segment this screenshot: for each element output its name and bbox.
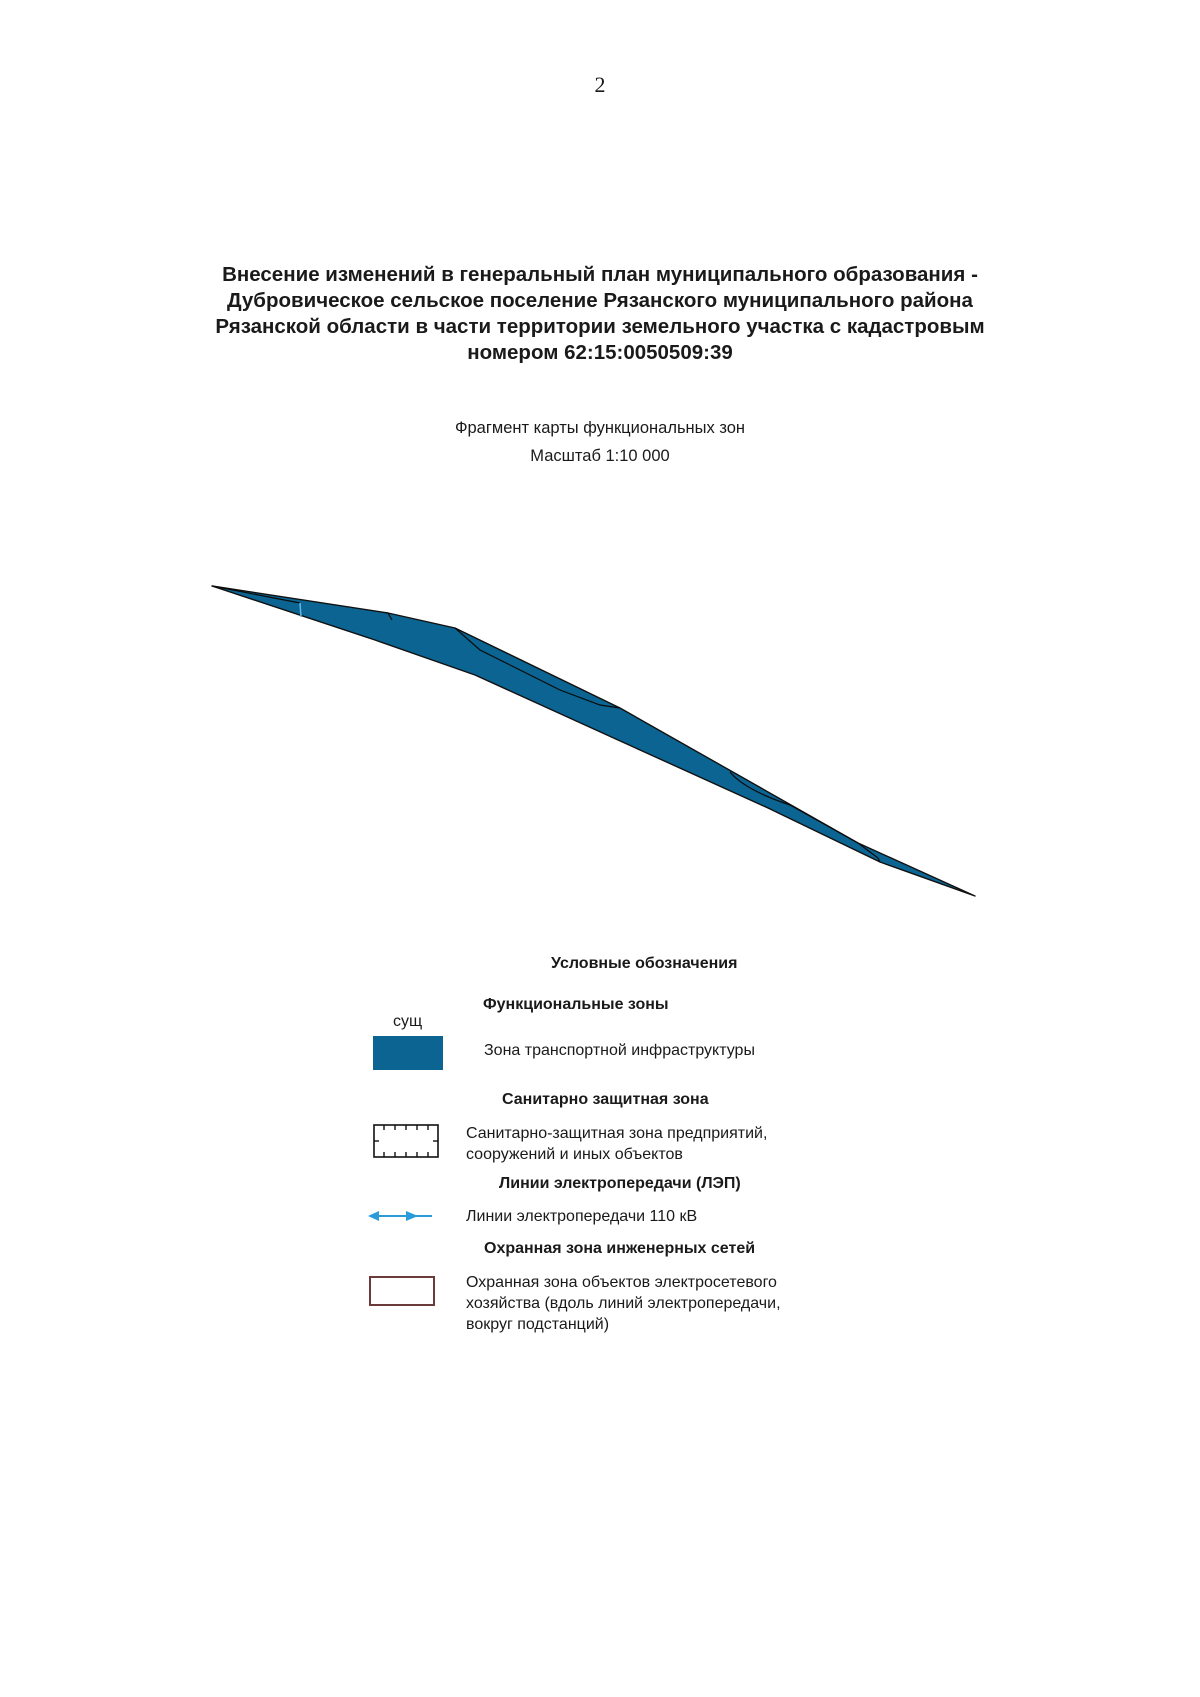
title-line: Рязанской области в части территории земельного участка с кадастровым (215, 315, 985, 338)
legend-text-line: хозяйства (вдоль линий электропередачи, (466, 1295, 781, 1312)
transport-zone-polygon (212, 586, 975, 896)
legend-sanitary-zone-label (466, 1123, 767, 1165)
legend-text-line: вокруг подстанций) (466, 1316, 610, 1333)
map-caption (0, 414, 1200, 470)
legend-sanitary-zone-heading: Санитарно защитная зона (502, 1091, 709, 1108)
legend-symbol-label: сущ (393, 1013, 423, 1030)
sanitary-zone-swatch (373, 1124, 439, 1158)
page-number: 2 (594, 72, 606, 97)
title-line: номером 62:15:0050509:39 (467, 341, 733, 364)
legend-engineering-zone-heading: Охранная зона инженерных сетей (484, 1240, 756, 1257)
engineering-zone-swatch (369, 1276, 435, 1306)
legend-engineering-zone-label (466, 1272, 781, 1335)
legend-text-line: Санитарно-защитная зона предприятий, (466, 1125, 768, 1142)
road-detail-lines (212, 586, 880, 862)
sanitary-zone-tick (300, 603, 301, 617)
legend-power-lines-heading: Линии электропередачи (ЛЭП) (499, 1175, 741, 1192)
legend-transport-zone-label: Зона транспортной инфраструктуры (484, 1042, 755, 1059)
legend-power-line-label: Линии электропередачи 110 кВ (466, 1208, 698, 1225)
legend-text-line: Охранная зона объектов электросетевого (466, 1274, 777, 1291)
legend-functional-zones-heading: Функциональные зоны (483, 996, 669, 1013)
document-title (150, 262, 1050, 366)
map-caption-name: Фрагмент карты функциональных зон (454, 419, 746, 437)
title-line: Дубровическое сельское поселение Рязанского муниципального района (227, 289, 973, 312)
map-fragment (0, 560, 1200, 910)
legend-text-line: сооружений и иных объектов (466, 1146, 683, 1163)
legend-title: Условные обозначения (551, 955, 738, 972)
map-caption-scale: Масштаб 1:10 000 (530, 447, 670, 465)
power-line-icon (368, 1208, 436, 1224)
title-line: Внесение изменений в генеральный план муниципального образования - (222, 263, 978, 286)
transport-zone-swatch (373, 1036, 443, 1070)
